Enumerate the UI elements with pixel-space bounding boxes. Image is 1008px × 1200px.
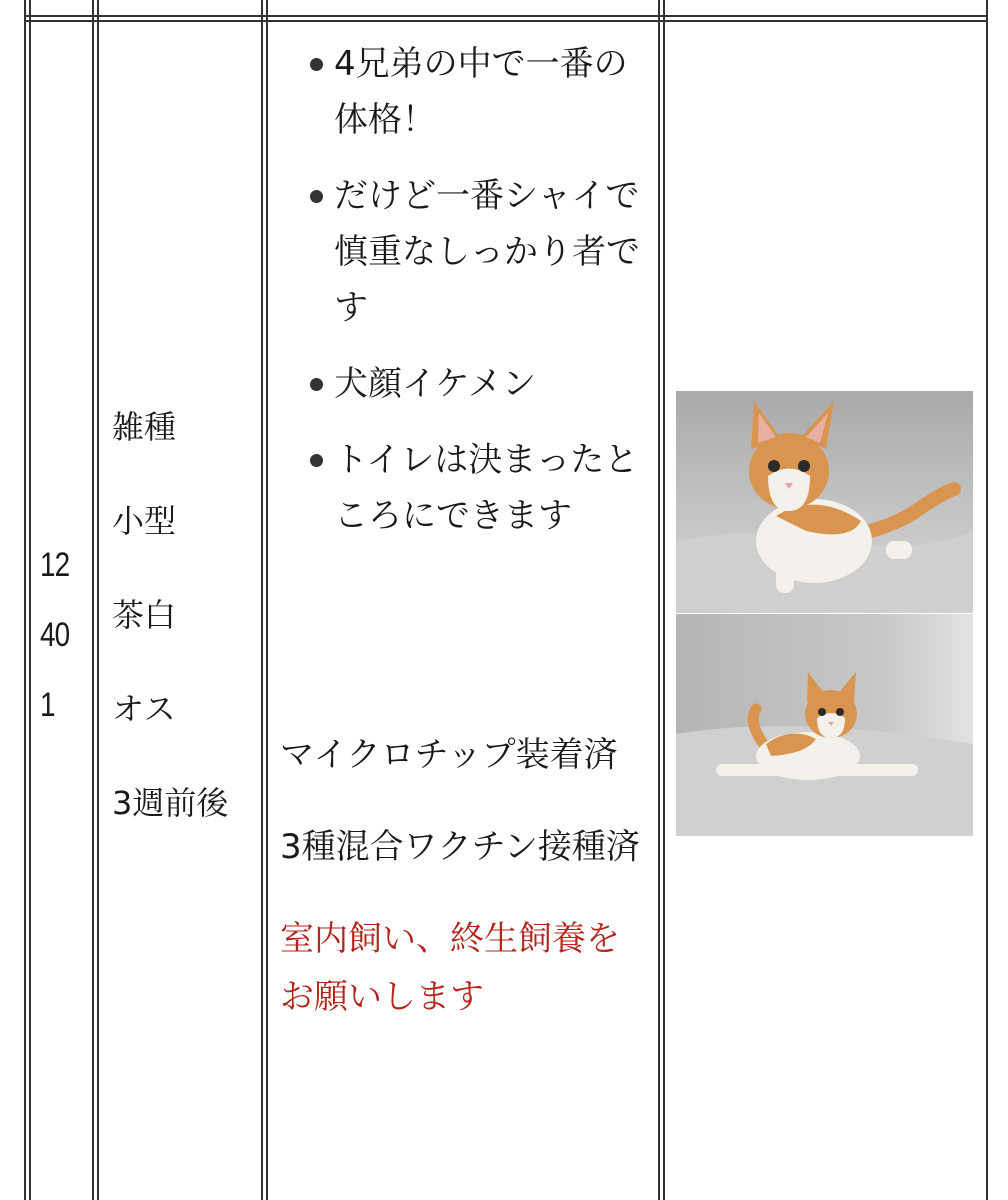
feature-text: 犬顔イケメン (334, 364, 536, 404)
feature-item (302, 356, 652, 412)
column-divider-3b (663, 0, 665, 1200)
microchip-note: マイクロチップ装着済 (280, 735, 618, 775)
kitten-sitting-photo[interactable] (676, 391, 973, 613)
column-divider-2b (266, 0, 268, 1200)
column-divider-2a (261, 0, 263, 1200)
kitten-sitting-icon (676, 391, 973, 613)
feature-list (302, 36, 652, 564)
feature-item (302, 432, 652, 544)
age-text: 3週前後 (112, 784, 229, 822)
table-border-left-outer (24, 0, 26, 1200)
sex-text: オス (112, 690, 176, 728)
breed-text: 雑種 (112, 408, 177, 446)
bullet-icon (310, 58, 323, 71)
feature-item (302, 36, 652, 148)
size-text: 小型 (112, 502, 177, 540)
feature-item (302, 168, 652, 336)
row-divider-b (24, 20, 988, 22)
table-border-right (986, 0, 988, 1200)
bullet-icon (310, 378, 323, 391)
kitten-lying-photo[interactable] (676, 614, 973, 836)
vaccine-note: 3種混合ワクチン接種済 (280, 827, 640, 867)
bullet-icon (310, 190, 323, 203)
animal-id-line: 1 (40, 686, 55, 724)
feature-text: 4兄弟の中で一番の体格！ (334, 44, 628, 140)
profile-cell (112, 380, 257, 850)
adoption-request-note: 室内飼い、終生飼養をお願いします (280, 919, 620, 1017)
animal-id-cell (30, 530, 102, 740)
feature-text: トイレは決まったところにできます (334, 440, 639, 536)
animal-id-line: 40 (40, 616, 70, 654)
color-text: 茶白 (112, 596, 177, 634)
notes-cell (280, 726, 652, 1060)
feature-text: だけど一番シャイで慎重なしっかり者です (334, 176, 640, 328)
column-divider-3a (658, 0, 660, 1200)
row-divider-a (24, 15, 988, 17)
bullet-icon (310, 454, 323, 467)
kitten-lying-icon (676, 614, 973, 836)
animal-id-line: 12 (40, 546, 70, 584)
